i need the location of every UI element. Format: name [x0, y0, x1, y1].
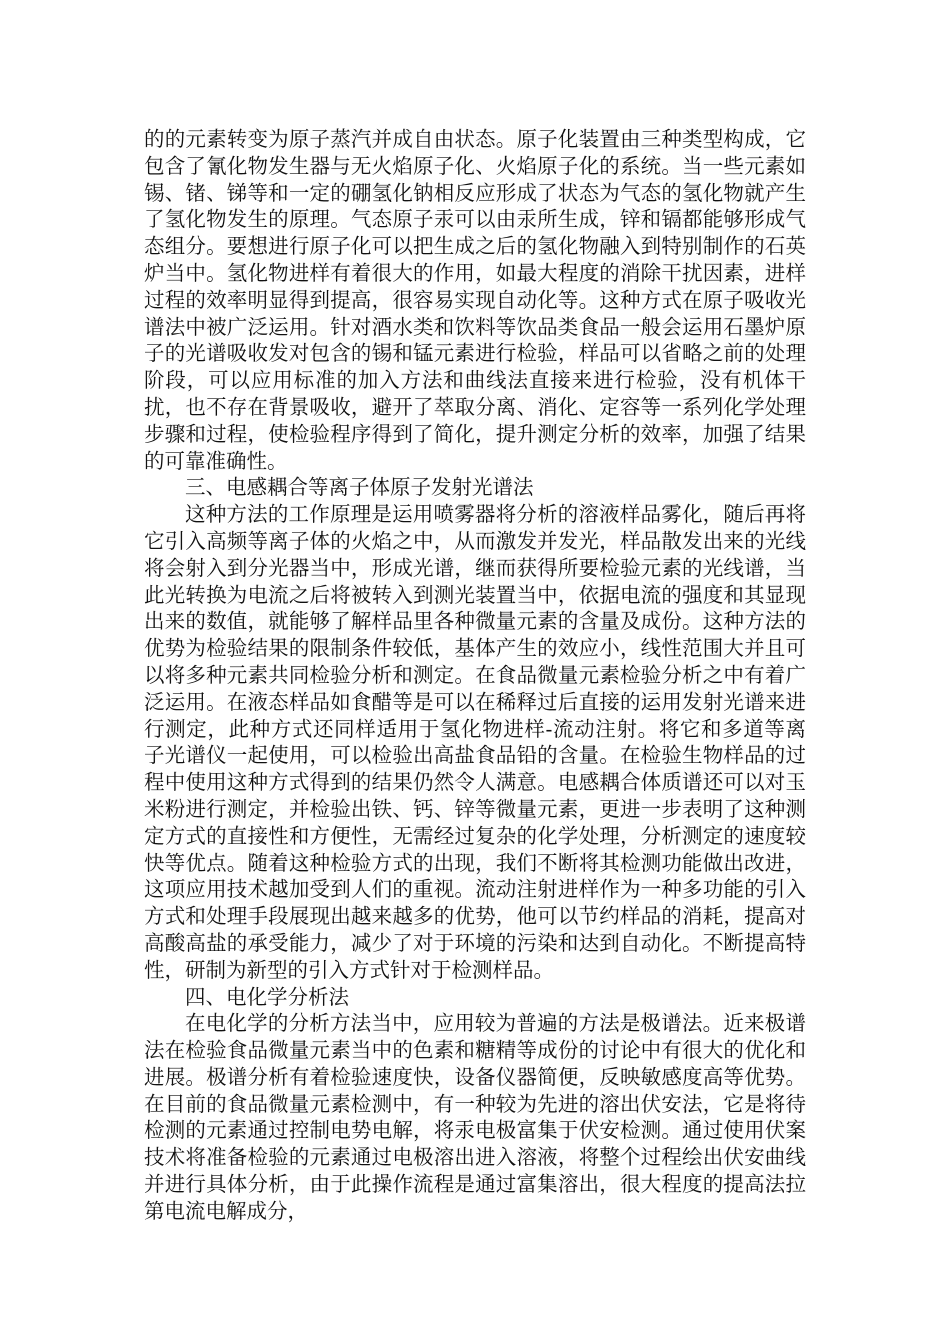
section-heading-icp-aes: 三、电感耦合等离子体原子发射光谱法	[185, 475, 534, 500]
section-heading-electrochemical: 四、电化学分析法	[185, 984, 349, 1009]
document-page	[144, 126, 806, 1225]
paragraph-electrochemical: 在电化学的分析方法当中，应用较为普遍的方法是极谱法。近来极谱法在检验食品微量元素当中的色素和糖精等成份的讨论中有很大的优化和进展。极谱分析有着检验速度快，设备仪器简便，反映敏感度高等优势。在目前的食品微量元素检测中，有一种较为先进的溶出伏安法，它是将待检测的元素通过控制电势电解，将汞电极富集于伏安检测。通过使用伏案技术将准备检验的元素通过电极溶出进入溶液，将整个过程绘出伏安曲线并进行具体分析，由于此操作流程是通过富集溶出，很大程度的提高法拉第电流电解成分，	[144, 1011, 806, 1223]
paragraph-icp-aes: 这种方法的工作原理是运用喷雾器将分析的溶液样品雾化，随后再将它引入高频等离子体的火焰之中，从而激发并发光，样品散发出来的光线将会射入到分光器当中，形成光谱，继而获得所要检验元素的光线谱，当此光转换为电流之后将被转入到测光装置当中，依据电流的强度和其显现出来的数值，就能够了解样品里各种微量元素的含量及成份。这种方法的优势为检验结果的限制条件较低，基体产生的效应小，线性范围大并且可以将多种元素共同检验分析和测定。在食品微量元素检验分析之中有着广泛运用。在液态样品如食醋等是可以在稀释过后直接的运用发射光谱来进行测定，此种方式还同样适用于氢化物进样-流动注射。将它和多道等离子光谱仪一起使用，可以检验出高盐食品铅的含量。在检验生物样品的过程中使用这种方式得到的结果仍然令人满意。电感耦合体质谱还可以对玉米粉进行测定，并检验出铁、钙、锌等微量元素，更进一步表明了这种测定方式的直接性和方便性，无需经过复杂的化学处理，分析测定的速度较快等优点。随着这种检验方式的出现，我们不断将其检测功能做出改进，这项应用技术越加受到人们的重视。流动注射进样作为一种多功能的引入方式和处理手段展现出越来越多的优势，他可以节约样品的消耗，提高对高酸高盐的承受能力，减少了对于环境的污染和达到自动化。不断提高特性，研制为新型的引入方式针对于检测样品。	[144, 502, 806, 982]
paragraph-atomic-absorption-continued: 的的元素转变为原子蒸汽并成自由状态。原子化装置由三种类型构成，它包含了氰化物发生器与无火焰原子化、火焰原子化的系统。当一些元素如锡、锗、锑等和一定的硼氢化钠相反应形成了状态为气态的氢化物就产生了氢化物发生的原理。气态原子汞可以由汞所生成，锌和镉都能够形成气态组分。要想进行原子化可以把生成之后的氢化物融入到特别制作的石英炉当中。氢化物进样有着很大的作用，如最大程度的消除干扰因素，进样过程的效率明显得到提高，很容易实现自动化等。这种方式在原子吸收光谱法中被广泛运用。针对酒水类和饮料等饮品类食品一般会运用石墨炉原子的光谱吸收发对包含的锡和锰元素进行检验，样品可以省略之前的处理阶段，可以应用标准的加入方法和曲线法直接来进行检验，没有机体干扰，也不存在背景吸收，避开了萃取分离、消化、定容等一系列化学处理步骤和过程，使检验程序得到了简化，提升测定分析的效率，加强了结果的可靠准确性。	[144, 127, 806, 473]
